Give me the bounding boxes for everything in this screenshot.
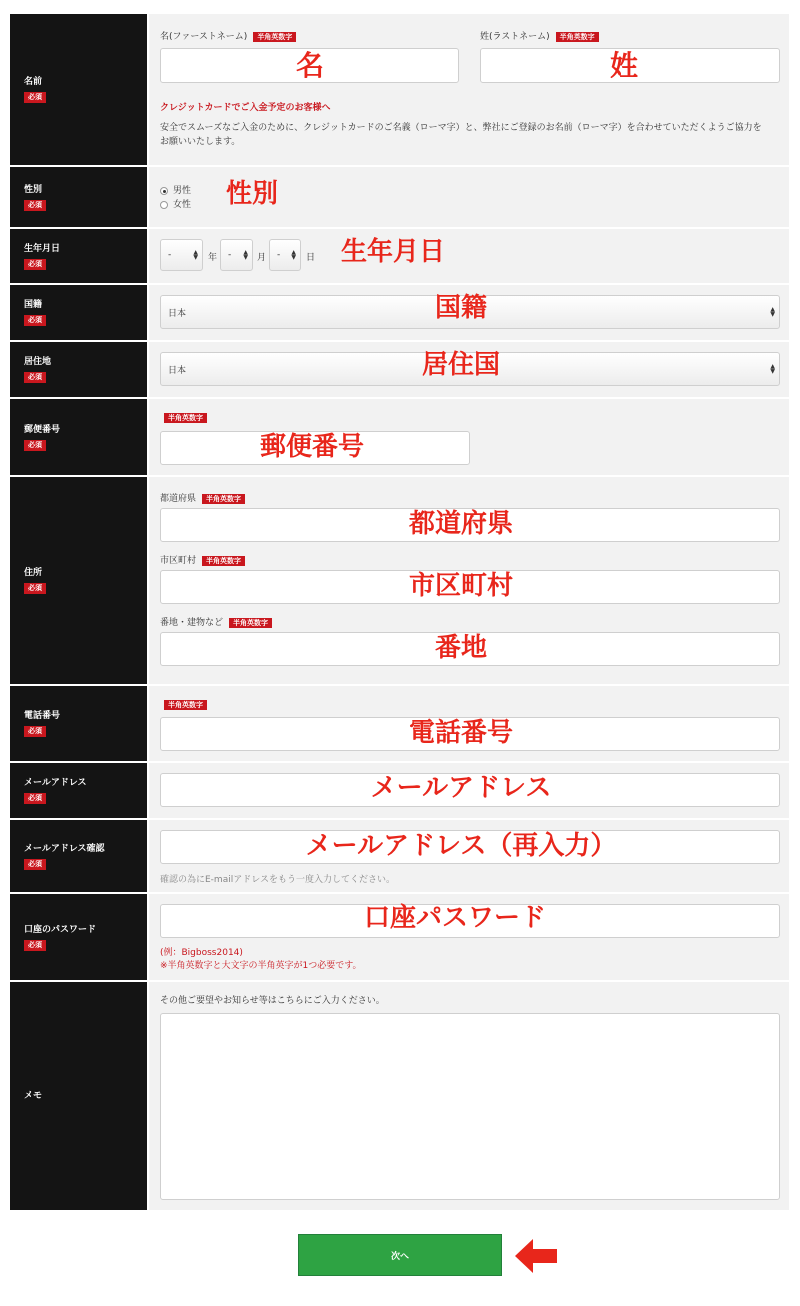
password-rule: ※半角英数字と大文字の半角英字が1つ必要です。: [160, 961, 362, 971]
halfwidth-badge: 半角英数字: [202, 556, 245, 566]
radio-female[interactable]: 女性: [160, 197, 191, 210]
first-name-overlay: 名: [295, 49, 325, 82]
nationality-select[interactable]: 日本 ▲ ▼: [160, 295, 780, 329]
label-name: 名前 必須: [10, 14, 147, 165]
row-memo: メモ その他ご要望やお知らせ等はこちらにご入力ください。: [10, 982, 789, 1210]
prefecture-label: 都道府県 半角英数字: [160, 491, 245, 504]
row-phone: 電話番号 必須 半角英数字 電話番号: [10, 686, 789, 761]
row-postal: 郵便番号 必須 半角英数字 郵便番号: [10, 399, 789, 475]
street-label: 番地・建物など 半角英数字: [160, 615, 272, 628]
required-badge: 必須: [24, 859, 46, 870]
city-label: 市区町村 半角英数字: [160, 553, 245, 566]
residence-select[interactable]: 日本 ▲ ▼: [160, 352, 780, 386]
phone-overlay: 電話番号: [408, 718, 514, 748]
registration-form: [10, 14, 789, 1212]
required-badge: 必須: [24, 726, 46, 737]
row-name: [10, 14, 789, 165]
row-birthdate: 生年月日 必須 - ▲ ▼ 年 - ▲ ▼ 月 - ▲ ▼ 日 生年月日: [10, 229, 789, 283]
birth-year-select[interactable]: - ▲ ▼: [160, 239, 203, 271]
email-confirm-hint: 確認の為にE-mailアドレスをもう一度入力してください。: [160, 875, 395, 885]
memo-textarea[interactable]: [160, 1013, 780, 1200]
halfwidth-badge: 半角英数字: [164, 413, 207, 423]
next-button[interactable]: 次へ: [298, 1234, 502, 1276]
radio-unchecked-icon[interactable]: [160, 201, 168, 209]
row-password: 口座のパスワード 必須 口座パスワード (例：Bigboss2014) ※半角英数字と大文字の半角英字が1つ必要です。: [10, 894, 789, 980]
select-arrows-icon: ▲ ▼: [243, 249, 248, 261]
halfwidth-badge: 半角英数字: [253, 32, 296, 42]
required-badge: 必須: [24, 372, 46, 383]
halfwidth-badge: 半角英数字: [556, 32, 599, 42]
password-example: (例：Bigboss2014): [160, 948, 243, 958]
required-badge: 必須: [24, 440, 46, 451]
halfwidth-badge: 半角英数字: [229, 618, 272, 628]
required-badge: 必須: [24, 940, 46, 951]
required-badge: 必須: [24, 200, 46, 211]
required-badge: 必須: [24, 583, 46, 594]
left-arrow-icon: [513, 1237, 559, 1275]
last-name-label: 姓(ラストネーム) 半角英数字: [480, 29, 599, 42]
email-overlay: メールアドレス: [370, 773, 552, 803]
last-name-overlay: 姓: [609, 49, 639, 82]
radio-male[interactable]: 男性: [160, 183, 191, 196]
row-gender: 性別 必須 男性 女性 性別: [10, 167, 789, 227]
required-badge: 必須: [24, 259, 46, 270]
password-overlay: 口座パスワード: [363, 903, 547, 933]
city-overlay: 市区町村: [408, 571, 514, 601]
radio-checked-icon[interactable]: [160, 187, 168, 195]
row-address: 住所 必須 都道府県 半角英数字 都道府県 市区町村 半角英数字 市区町村 番地・建物など 半角英数字 番地: [10, 477, 789, 684]
row-residence: 居住地 必須 日本 ▲ ▼ 居住国: [10, 342, 789, 397]
email-confirm-overlay: メールアドレス（再入力）: [305, 831, 617, 861]
required-badge: 必須: [24, 793, 46, 804]
required-badge: 必須: [24, 315, 46, 326]
birth-month-select[interactable]: - ▲ ▼: [220, 239, 253, 271]
row-nationality: 国籍 必須 日本 ▲ ▼ 国籍: [10, 285, 789, 340]
nationality-overlay: 国籍: [434, 293, 488, 323]
required-badge: 必須: [24, 92, 46, 103]
row-email: メールアドレス 必須 メールアドレス: [10, 763, 789, 818]
birthdate-overlay: 生年月日: [340, 237, 446, 267]
credit-notice-text: 安全でスムーズなご入金のために、クレジットカードのご名義（ローマ字）と、弊社にご登録のお名前（ローマ字）を合わせていただくようご協力をお願いいたします。: [160, 123, 762, 147]
street-overlay: 番地: [434, 633, 488, 663]
halfwidth-badge: 半角英数字: [164, 700, 207, 710]
credit-notice-title: クレジットカードでご入金予定のお客様へ: [160, 103, 331, 113]
row-email-confirm: メールアドレス確認 必須 メールアドレス（再入力） 確認の為にE-mailアドレスをもう一度入力してください。: [10, 820, 789, 892]
gender-overlay: 性別: [225, 179, 279, 209]
select-arrows-icon: ▲ ▼: [193, 249, 198, 261]
birth-day-select[interactable]: - ▲ ▼: [269, 239, 301, 271]
halfwidth-badge: 半角英数字: [202, 494, 245, 504]
select-arrows-icon: ▲ ▼: [770, 306, 775, 318]
select-arrows-icon: ▲ ▼: [770, 363, 775, 375]
residence-overlay: 居住国: [421, 350, 501, 380]
memo-hint: その他ご要望やお知らせ等はこちらにご入力ください。: [160, 996, 385, 1006]
first-name-label: 名(ファーストネーム) 半角英数字: [160, 29, 296, 42]
select-arrows-icon: ▲ ▼: [291, 249, 296, 261]
prefecture-overlay: 都道府県: [408, 509, 514, 539]
postal-overlay: 郵便番号: [259, 432, 365, 462]
